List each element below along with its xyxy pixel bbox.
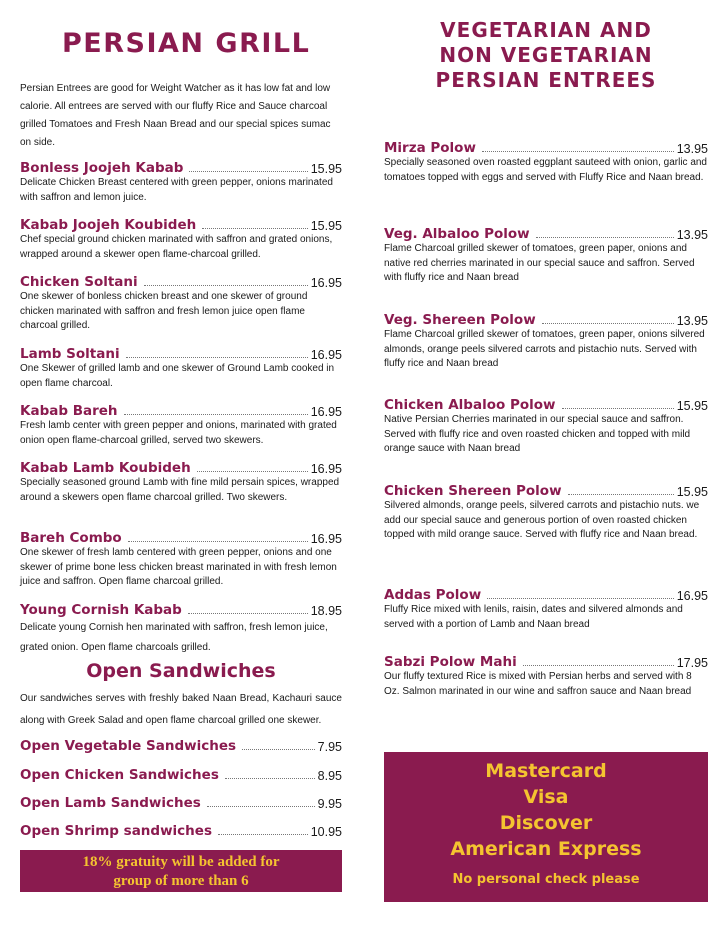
item-price: 13.95 (676, 314, 708, 328)
item-price: 16.95 (310, 348, 342, 362)
leader-dots (542, 323, 674, 324)
item-name: Young Cornish Kabab (20, 602, 182, 618)
leader-dots (218, 834, 308, 835)
menu-item (20, 530, 342, 590)
menu-item (384, 226, 708, 286)
item-price: 17.95 (676, 656, 708, 670)
item-price: 10.95 (310, 825, 342, 839)
item-price: 13.95 (676, 228, 708, 242)
item-description: Fresh lamb center with green pepper and onions, marinated with grated onion open flame-charcoal grilled, served two skewers. (20, 420, 337, 446)
item-description: Specially seasoned oven roasted eggplant sauteed with onion, garlic and tomatoes topped with eggs and served with Fluffy Rice and Naan bread. (384, 157, 707, 183)
payment-box (384, 752, 708, 902)
menu-item (20, 346, 342, 391)
item-description: Our fluffy textured Rice is mixed with Persian herbs and served with 8 Oz. Salmon marinated in our wine and saffron sauce and Naan bread (384, 671, 692, 697)
item-name: Sabzi Polow Mahi (384, 654, 517, 670)
card-name: American Express (450, 838, 642, 860)
menu-item (20, 274, 342, 334)
item-price: 15.95 (310, 219, 342, 233)
menu-item (20, 160, 342, 205)
item-price: 15.95 (676, 485, 708, 499)
item-name: Lamb Soltani (20, 346, 120, 362)
item-price: 8.95 (317, 769, 342, 783)
item-description: Delicate Chicken Breast centered with green pepper, onions marinated with saffron and lemon juice. (20, 177, 333, 203)
menu-item (20, 403, 342, 448)
sandwich-item (20, 738, 342, 754)
item-description: Specially seasoned ground Lamb with fine mild persain spices, wrapped around a skewers open flame charcoal grilled. Two skewers. (20, 477, 340, 503)
leader-dots (242, 749, 315, 750)
item-description: Flame Charcoal grilled skewer of tomatoes, green paper, onions silvered almonds, orange peels silvered carrots and pistachio nuts. Served with fluffy rice and Naan bread (384, 329, 705, 369)
menu-item (384, 483, 708, 543)
item-description: Silvered almonds, orange peels, silvered carrots and pistachio nuts. we add our special sauce and generous portion of oven roasted chicken topped with mild orange sauce. Served with fluffy rice and Naan bread. (384, 500, 700, 540)
item-description: Delicate young Cornish hen marinated with saffron, fresh lemon juice, grated onion. Open flame charcoals grilled. (20, 622, 328, 653)
item-name: Open Lamb Sandwiches (20, 795, 201, 811)
sandwich-item (20, 823, 342, 839)
right-title-line: VEGETARIAN AND (440, 18, 652, 42)
item-description: Native Persian Cherries marinated in our special sauce and saffron. Served with fluffy rice and oven roasted chicken and topped with mild orange sauce with Naan bread (384, 414, 691, 454)
item-price: 16.95 (310, 532, 342, 546)
leader-dots (189, 171, 307, 172)
menu-item (384, 140, 708, 185)
leader-dots (124, 414, 308, 415)
item-name: Chicken Shereen Polow (384, 483, 562, 499)
gratuity-line: 18% gratuity will be added for (82, 854, 280, 870)
item-name: Chicken Soltani (20, 274, 138, 290)
leader-dots (202, 228, 308, 229)
item-description: Fluffy Rice mixed with lenils, raisin, dates and silvered almonds and served with a portion of Lamb and Naan bread (384, 604, 683, 630)
item-name: Open Vegetable Sandwiches (20, 738, 237, 754)
item-name: Kabab Lamb Koubideh (20, 460, 191, 476)
item-price: 7.95 (317, 740, 342, 754)
leader-dots (144, 285, 308, 286)
payment-note: No personal check please (452, 872, 640, 887)
item-price: 16.95 (310, 276, 342, 290)
item-name: Addas Polow (384, 587, 482, 603)
item-price: 13.95 (676, 142, 708, 156)
menu-item (20, 460, 342, 505)
card-name: Mastercard (485, 760, 607, 782)
item-name: Chicken Albaloo Polow (384, 397, 556, 413)
leader-dots (562, 408, 674, 409)
right-title-line: NON VEGETARIAN (439, 43, 653, 67)
leader-dots (188, 613, 308, 614)
menu-item (384, 397, 708, 457)
item-description: One Skewer of grilled lamb and one skewer of Ground Lamb cooked in open flame charcoal. (20, 363, 335, 389)
item-name: Bareh Combo (20, 530, 122, 546)
item-name: Bonless Joojeh Kabab (20, 160, 184, 176)
card-name: Discover (499, 812, 593, 834)
leader-dots (568, 494, 674, 495)
item-price: 16.95 (676, 589, 708, 603)
item-name: Mirza Polow (384, 140, 476, 156)
item-price: 18.95 (310, 604, 342, 618)
menu-item (384, 587, 708, 632)
item-name: Veg. Shereen Polow (384, 312, 536, 328)
item-name: Open Chicken Sandwiches (20, 767, 219, 783)
card-name: Visa (523, 786, 569, 808)
menu-item (20, 602, 342, 658)
sandwiches-intro: Our sandwiches serves with freshly baked Naan Bread, Kachauri sauce along with Greek Salad and open flame charcoal grilled one skewer. (20, 693, 342, 726)
leader-dots (128, 541, 308, 542)
page-title: PERSIAN GRILL (62, 28, 311, 59)
leader-dots (523, 665, 674, 666)
gratuity-notice (20, 850, 342, 892)
item-price: 15.95 (310, 162, 342, 176)
menu-item (384, 654, 708, 699)
item-name: Kabab Bareh (20, 403, 118, 419)
item-name: Kabab Joojeh Koubideh (20, 217, 197, 233)
gratuity-line: group of more than 6 (113, 873, 249, 889)
leader-dots (536, 237, 674, 238)
item-description: One skewer of bonless chicken breast and one skewer of ground chicken marinated with saffron and fresh lemon juice open flame charcoal grilled. (20, 291, 308, 331)
item-description: Flame Charcoal grilled skewer of tomatoes, green paper, onions and native red cherries marinated in our special sauce and saffron. Served with fluffy rice and Naan bread (384, 243, 695, 283)
item-price: 16.95 (310, 405, 342, 419)
intro-text: Persian Entrees are good for Weight Watcher as it has low fat and low calorie. All entrees are served with our fluffy Rice and Sauce charcoal grilled Tomatoes and Fresh Naan Bread and our special spices sumac on side. (20, 83, 331, 148)
leader-dots (126, 357, 308, 358)
item-description: Chef special ground chicken marinated with saffron and grated onions, wrapped around a skewer open flame-charcoal grilled. (20, 234, 333, 260)
leader-dots (487, 598, 674, 599)
item-description: One skewer of fresh lamb centered with green pepper, onions and one skewer of prime bone less chicken breast marinated in with fresh lemon juice and saffron. Open flame charcoal grilled. (20, 547, 337, 587)
leader-dots (482, 151, 674, 152)
sandwich-item (20, 795, 342, 811)
leader-dots (207, 806, 315, 807)
right-title-line: PERSIAN ENTREES (435, 68, 657, 92)
menu-item (384, 312, 708, 372)
leader-dots (225, 778, 315, 779)
item-name: Open Shrimp sandwiches (20, 823, 212, 839)
leader-dots (197, 471, 308, 472)
item-price: 9.95 (317, 797, 342, 811)
sandwich-item (20, 767, 342, 783)
accepted-cards (384, 752, 708, 862)
right-section-title (384, 18, 708, 93)
item-price: 16.95 (310, 462, 342, 476)
item-price: 15.95 (676, 399, 708, 413)
item-name: Veg. Albaloo Polow (384, 226, 530, 242)
menu-item (20, 217, 342, 262)
sandwiches-title: Open Sandwiches (86, 660, 276, 682)
